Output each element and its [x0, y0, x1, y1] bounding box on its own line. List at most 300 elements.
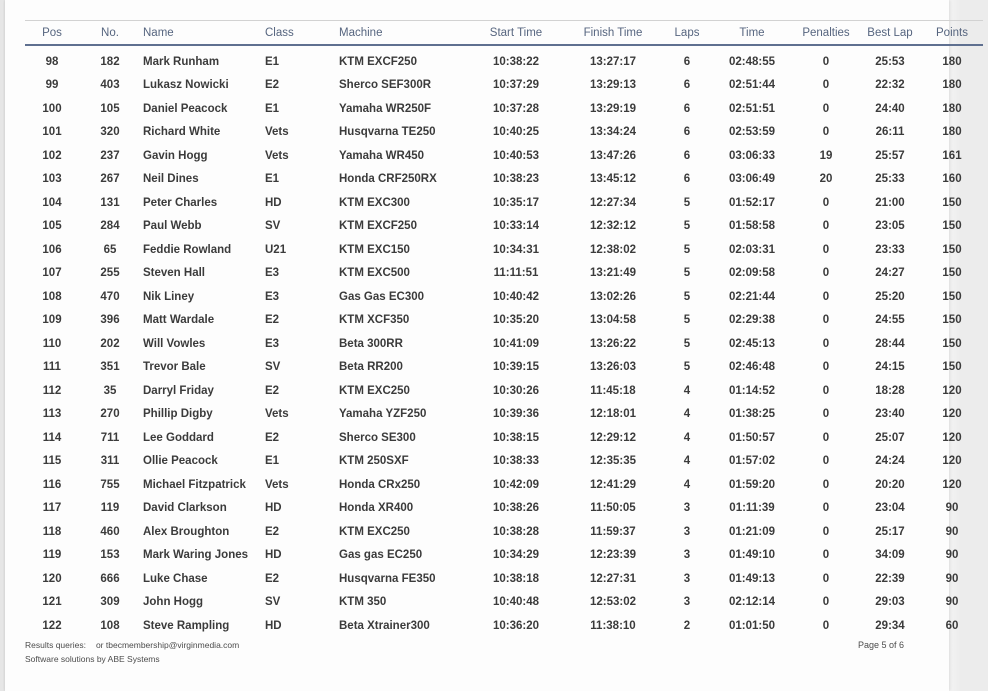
results-table-header [25, 21, 983, 46]
table-cell: 3 [683, 572, 691, 585]
table-cell: Daniel Peacock [143, 102, 228, 115]
table-cell: 02:45:13 [728, 337, 776, 350]
table-row [25, 168, 983, 192]
table-cell: 12:41:29 [589, 478, 637, 491]
table-cell: 255 [100, 267, 120, 280]
table-cell: Nik Liney [143, 290, 195, 303]
table-cell: E3 [265, 337, 280, 350]
table-cell: 104 [42, 196, 62, 209]
table-cell: 28:44 [875, 337, 905, 350]
table-cell: 20:20 [875, 478, 905, 491]
table-cell: 90 [945, 525, 959, 538]
table-cell: 120 [942, 408, 962, 421]
table-cell: 150 [942, 243, 962, 256]
table-row [25, 309, 983, 333]
table-cell: Mark Runham [143, 55, 220, 68]
table-cell: 02:48:55 [728, 55, 776, 68]
table-cell: E2 [265, 525, 280, 538]
table-cell: Gavin Hogg [143, 149, 208, 162]
table-cell: 0 [822, 408, 830, 421]
table-row [25, 97, 983, 121]
column-header-finish-time: Finish Time [563, 21, 663, 46]
table-cell: 02:51:44 [728, 79, 776, 92]
table-cell: KTM EXCF250 [339, 220, 417, 233]
table-cell: 311 [100, 455, 120, 468]
footer-queries-line [25, 638, 239, 652]
table-cell: 13:26:22 [589, 337, 637, 350]
table-cell: 180 [942, 126, 962, 139]
footer-queries-contact: or tbecmembership@virginmedia.com [95, 640, 240, 650]
table-cell: 12:35:35 [589, 455, 637, 468]
table-cell: Phillip Digby [143, 408, 213, 421]
table-cell: 10:38:28 [492, 525, 540, 538]
table-cell: 4 [683, 408, 691, 421]
table-cell: 13:26:03 [589, 361, 637, 374]
table-cell: 13:34:24 [589, 126, 637, 139]
table-cell: 23:40 [875, 408, 905, 421]
table-cell: 120 [942, 478, 962, 491]
table-cell: Steven Hall [143, 267, 205, 280]
table-cell: 10:35:17 [492, 196, 540, 209]
table-cell: 10:33:14 [492, 220, 540, 233]
table-cell: 23:05 [875, 220, 905, 233]
table-cell: 0 [822, 314, 830, 327]
table-cell: 109 [42, 314, 62, 327]
table-cell: 26:11 [875, 126, 905, 139]
table-cell: 12:27:31 [589, 572, 637, 585]
table-cell: 11:11:51 [493, 267, 539, 280]
table-cell: 01:57:02 [728, 455, 776, 468]
table-cell: 284 [100, 220, 120, 233]
table-row [25, 215, 983, 239]
column-header-machine: Machine [337, 21, 469, 46]
table-cell: 22:39 [875, 572, 905, 585]
table-cell: 18:28 [875, 384, 905, 397]
table-cell: E2 [265, 572, 280, 585]
table-cell: 0 [822, 572, 830, 585]
table-cell: 24:27 [875, 267, 905, 280]
table-row [25, 238, 983, 262]
table-cell: Honda CRx250 [339, 478, 421, 491]
table-cell: 3 [683, 549, 691, 562]
table-cell: KTM EXC250 [339, 384, 410, 397]
table-cell: 103 [42, 173, 62, 186]
table-cell: KTM EXC300 [339, 196, 410, 209]
table-cell: 101 [42, 126, 62, 139]
column-header-pos: Pos [25, 21, 79, 46]
table-cell: 666 [100, 572, 120, 585]
table-cell: Alex Broughton [143, 525, 230, 538]
table-cell: 10:40:25 [492, 126, 540, 139]
table-cell: 12:32:12 [589, 220, 637, 233]
table-cell: 12:38:02 [589, 243, 637, 256]
table-cell: 0 [822, 455, 830, 468]
table-cell: 13:45:12 [589, 173, 637, 186]
table-cell: 120 [942, 455, 962, 468]
table-cell: 10:37:28 [492, 102, 540, 115]
table-cell: Michael Fitzpatrick [143, 478, 246, 491]
table-row [25, 144, 983, 168]
table-cell: 01:52:17 [728, 196, 776, 209]
column-header-penalties: Penalties [793, 21, 859, 46]
table-cell: HD [265, 502, 282, 515]
table-cell: 29:34 [875, 619, 905, 632]
table-cell: 105 [42, 220, 62, 233]
table-cell: 10:39:36 [492, 408, 540, 421]
table-row [25, 191, 983, 215]
table-cell: Matt Wardale [143, 314, 215, 327]
table-cell: 23:04 [875, 502, 905, 515]
table-cell: 182 [100, 55, 120, 68]
table-cell: 10:38:23 [492, 173, 540, 186]
table-cell: 10:40:48 [492, 596, 540, 609]
table-cell: 01:01:50 [728, 619, 776, 632]
table-cell: Vets [265, 478, 289, 491]
table-cell: 6 [683, 173, 691, 186]
table-cell: Vets [265, 149, 289, 162]
table-cell: 2 [683, 619, 691, 632]
table-cell: HD [265, 619, 282, 632]
table-cell: Husqvarna TE250 [339, 126, 436, 139]
table-cell: 160 [942, 173, 962, 186]
table-cell: Vets [265, 408, 289, 421]
table-cell: 99 [45, 79, 59, 92]
column-header-laps: Laps [663, 21, 711, 46]
table-cell: 0 [822, 502, 830, 515]
table-cell: Husqvarna FE350 [339, 572, 436, 585]
table-cell: 0 [822, 220, 830, 233]
table-cell: Lee Goddard [143, 431, 214, 444]
table-cell: 119 [100, 502, 120, 515]
table-cell: 150 [942, 196, 962, 209]
table-cell: 12:53:02 [589, 596, 637, 609]
table-row [25, 74, 983, 98]
table-cell: Beta RR200 [339, 361, 403, 374]
table-cell: KTM EXC250 [339, 525, 410, 538]
table-cell: E1 [265, 173, 280, 186]
table-cell: 180 [942, 102, 962, 115]
table-cell: 120 [42, 572, 62, 585]
table-cell: 351 [100, 361, 120, 374]
table-cell: Luke Chase [143, 572, 208, 585]
table-row [25, 450, 983, 474]
table-cell: 03:06:49 [728, 173, 776, 186]
table-cell: 10:38:33 [492, 455, 540, 468]
table-cell: 396 [100, 314, 120, 327]
table-cell: 161 [942, 149, 962, 162]
table-cell: 113 [42, 408, 62, 421]
table-cell: 02:53:59 [728, 126, 776, 139]
table-cell: 5 [683, 337, 691, 350]
table-row [25, 285, 983, 309]
table-cell: 13:04:58 [589, 314, 637, 327]
table-cell: SV [265, 220, 281, 233]
table-cell: 5 [683, 243, 691, 256]
table-cell: 01:21:09 [728, 525, 776, 538]
table-cell: 0 [822, 196, 830, 209]
table-cell: 02:03:31 [728, 243, 776, 256]
column-header-start-time: Start Time [469, 21, 563, 46]
table-cell: 309 [100, 596, 120, 609]
table-cell: Gas Gas EC300 [339, 290, 425, 303]
table-cell: 10:42:09 [492, 478, 540, 491]
table-cell: 60 [945, 619, 959, 632]
table-cell: 5 [683, 267, 691, 280]
table-cell: 112 [42, 384, 62, 397]
table-cell: 10:37:29 [492, 79, 540, 92]
table-cell: 02:29:38 [728, 314, 776, 327]
table-cell: 6 [683, 79, 691, 92]
table-cell: 65 [103, 243, 117, 256]
table-cell: 108 [100, 619, 120, 632]
table-cell: 10:36:20 [492, 619, 540, 632]
table-cell: 11:59:37 [590, 525, 636, 538]
table-cell: 11:50:05 [590, 502, 636, 515]
table-cell: 13:29:13 [589, 79, 637, 92]
table-cell: 460 [100, 525, 120, 538]
table-cell: 0 [822, 79, 830, 92]
table-cell: 0 [822, 290, 830, 303]
table-cell: E2 [265, 79, 280, 92]
table-cell: 131 [100, 196, 120, 209]
table-cell: 6 [683, 149, 691, 162]
table-cell: 102 [42, 149, 62, 162]
table-cell: 180 [942, 55, 962, 68]
table-cell: 10:38:22 [492, 55, 540, 68]
table-cell: 0 [822, 102, 830, 115]
table-cell: 0 [822, 55, 830, 68]
table-cell: 22:32 [875, 79, 905, 92]
footer-software-credit: Software solutions by ABE Systems [25, 654, 160, 664]
table-row [25, 45, 983, 74]
table-cell: 267 [100, 173, 120, 186]
table-cell: 13:21:49 [589, 267, 637, 280]
table-cell: Honda CRF250RX [339, 173, 437, 186]
table-cell: Steve Rampling [143, 619, 230, 632]
table-cell: Honda XR400 [339, 502, 414, 515]
table-cell: 0 [822, 337, 830, 350]
table-cell: 755 [100, 478, 120, 491]
table-cell: HD [265, 549, 282, 562]
table-cell: 3 [683, 525, 691, 538]
table-cell: 29:03 [875, 596, 905, 609]
column-header-no: No. [79, 21, 141, 46]
table-cell: 13:02:26 [589, 290, 637, 303]
table-row [25, 497, 983, 521]
column-header-points: Points [921, 21, 983, 46]
table-cell: 02:46:48 [728, 361, 776, 374]
table-cell: 120 [942, 384, 962, 397]
table-row [25, 591, 983, 615]
table-cell: 10:40:53 [492, 149, 540, 162]
table-row [25, 332, 983, 356]
table-cell: 180 [942, 79, 962, 92]
table-cell: Ollie Peacock [143, 455, 218, 468]
table-cell: 35 [103, 384, 117, 397]
table-cell: SV [265, 596, 281, 609]
table-cell: 0 [822, 126, 830, 139]
table-cell: Neil Dines [143, 173, 199, 186]
table-cell: 3 [683, 596, 691, 609]
table-cell: 11:45:18 [590, 384, 636, 397]
table-cell: 116 [42, 478, 62, 491]
table-cell: 03:06:33 [728, 149, 776, 162]
table-cell: 90 [945, 502, 959, 515]
table-cell: Gas gas EC250 [339, 549, 423, 562]
table-cell: KTM 350 [339, 596, 387, 609]
table-cell: 118 [42, 525, 62, 538]
table-cell: E1 [265, 55, 280, 68]
table-cell: Sherco SEF300R [339, 79, 432, 92]
table-cell: 13:29:19 [589, 102, 637, 115]
table-cell: 5 [683, 196, 691, 209]
column-header-best-lap: Best Lap [859, 21, 921, 46]
table-cell: John Hogg [143, 596, 204, 609]
table-cell: 20 [819, 173, 833, 186]
table-cell: 25:53 [875, 55, 905, 68]
table-cell: HD [265, 196, 282, 209]
table-cell: 01:50:57 [728, 431, 776, 444]
table-cell: 10:30:26 [492, 384, 540, 397]
table-cell: 34:09 [875, 549, 905, 562]
table-cell: Vets [265, 126, 289, 139]
table-row [25, 520, 983, 544]
table-row [25, 121, 983, 145]
table-cell: 10:38:26 [492, 502, 540, 515]
table-cell: 111 [43, 361, 61, 374]
table-cell: 12:27:34 [589, 196, 637, 209]
table-row [25, 614, 983, 638]
table-row [25, 403, 983, 427]
table-cell: KTM EXCF250 [339, 55, 417, 68]
table-cell: E1 [265, 455, 280, 468]
table-cell: 01:14:52 [728, 384, 776, 397]
page-indicator: Page 5 of 6 [857, 640, 904, 650]
table-cell: Beta Xtrainer300 [339, 619, 430, 632]
table-cell: 90 [945, 549, 959, 562]
table-cell: Mark Waring Jones [143, 549, 249, 562]
table-cell: 470 [100, 290, 120, 303]
table-row [25, 473, 983, 497]
table-cell: 0 [822, 478, 830, 491]
table-cell: KTM EXC150 [339, 243, 410, 256]
table-cell: 01:49:10 [728, 549, 776, 562]
table-cell: 24:15 [875, 361, 905, 374]
table-cell: 12:29:12 [589, 431, 637, 444]
table-cell: SV [265, 361, 281, 374]
table-cell: E2 [265, 314, 280, 327]
table-cell: Sherco SE300 [339, 431, 416, 444]
table-cell: 11:38:10 [590, 619, 636, 632]
table-cell: 0 [822, 525, 830, 538]
results-table [25, 20, 983, 638]
column-header-name: Name [141, 21, 263, 46]
table-cell: 150 [942, 267, 962, 280]
table-cell: 5 [683, 361, 691, 374]
table-cell: 153 [100, 549, 120, 562]
table-cell: 0 [822, 243, 830, 256]
table-row [25, 379, 983, 403]
footer-info [25, 638, 239, 666]
table-cell: 320 [100, 126, 120, 139]
table-row [25, 262, 983, 286]
table-cell: 90 [945, 572, 959, 585]
table-cell: 12:18:01 [589, 408, 637, 421]
table-cell: 01:59:20 [728, 478, 776, 491]
column-header-class: Class [263, 21, 337, 46]
table-cell: 150 [942, 290, 962, 303]
table-cell: 6 [683, 102, 691, 115]
table-cell: 202 [100, 337, 120, 350]
table-cell: 115 [42, 455, 62, 468]
table-cell: 110 [42, 337, 62, 350]
header-row [25, 21, 983, 46]
table-cell: 5 [683, 220, 691, 233]
table-cell: 107 [42, 267, 62, 280]
table-cell: 4 [683, 478, 691, 491]
table-row [25, 426, 983, 450]
table-cell: 114 [42, 431, 62, 444]
table-cell: 25:17 [875, 525, 905, 538]
table-cell: Feddie Rowland [143, 243, 232, 256]
table-cell: Beta 300RR [339, 337, 403, 350]
table-cell: Will Vowles [143, 337, 206, 350]
table-cell: 121 [42, 596, 62, 609]
table-cell: E2 [265, 384, 280, 397]
table-cell: Yamaha WR250F [339, 102, 432, 115]
table-cell: 119 [42, 549, 62, 562]
table-cell: 6 [683, 126, 691, 139]
table-cell: 5 [683, 290, 691, 303]
table-cell: 10:38:18 [492, 572, 540, 585]
table-cell: KTM EXC500 [339, 267, 410, 280]
table-cell: 0 [822, 431, 830, 444]
table-cell: 23:33 [875, 243, 905, 256]
table-cell: 25:07 [875, 431, 905, 444]
table-cell: 4 [683, 455, 691, 468]
table-cell: 711 [100, 431, 120, 444]
table-cell: Lukasz Nowicki [143, 79, 229, 92]
table-cell: Yamaha WR450 [339, 149, 425, 162]
table-cell: 12:23:39 [589, 549, 637, 562]
table-cell: 3 [683, 502, 691, 515]
table-cell: E1 [265, 102, 280, 115]
table-cell: 25:57 [875, 149, 905, 162]
table-cell: 0 [822, 384, 830, 397]
table-cell: E3 [265, 290, 280, 303]
table-cell: 01:49:13 [728, 572, 776, 585]
table-cell: 10:39:15 [492, 361, 540, 374]
table-cell: 10:38:15 [492, 431, 540, 444]
table-cell: 10:40:42 [492, 290, 540, 303]
table-row [25, 567, 983, 591]
table-cell: 150 [942, 220, 962, 233]
table-cell: 120 [942, 431, 962, 444]
table-row [25, 544, 983, 568]
table-cell: 25:33 [875, 173, 905, 186]
table-cell: 0 [822, 361, 830, 374]
footer-queries-label: Results queries: [25, 640, 86, 650]
table-cell: 24:55 [875, 314, 905, 327]
table-cell: Yamaha YZF250 [339, 408, 427, 421]
table-cell: 100 [42, 102, 62, 115]
table-cell: 0 [822, 549, 830, 562]
table-cell: KTM 250SXF [339, 455, 409, 468]
table-cell: 0 [822, 619, 830, 632]
table-cell: Paul Webb [143, 220, 202, 233]
table-cell: 106 [42, 243, 62, 256]
table-cell: 122 [42, 619, 62, 632]
